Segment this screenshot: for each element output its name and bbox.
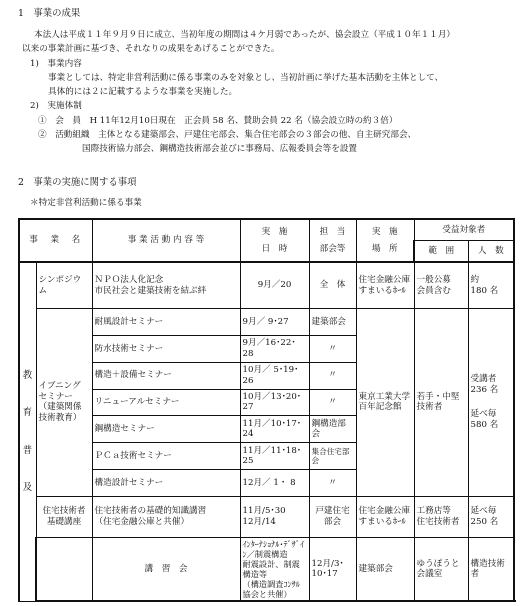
event-name: 住宅技術者 基礎講座 — [36, 496, 92, 537]
event-date: 10月／13･20･27 — [240, 389, 309, 416]
group-label — [19, 262, 36, 601]
event-dept: 〃 — [309, 469, 356, 496]
target-range: 若手・中堅 技術者 — [414, 309, 468, 497]
event-content: 耐風設計セミナー — [92, 309, 240, 336]
subsection-1-line-1: 事業としては、特定非営利活動に係る事業のみを対象とし、当初計画に挙げた基本活動を主体として、 — [48, 73, 444, 83]
group-char: 教 — [22, 370, 33, 382]
subsection-title-1: 1) 事業内容 — [30, 59, 82, 69]
event-place: ゆうぽうと 会議室 — [414, 537, 468, 601]
subsection-1-line-2: 具体的には２に記載するような事業を実施した。 — [48, 87, 238, 97]
event-date: 11月/5･30 12月/14 — [240, 496, 309, 537]
event-dept: 戸建住宅 部会 — [309, 496, 356, 537]
event-date: 12月/3･10･17 — [309, 537, 356, 601]
header-business-name: 事 業 名 — [19, 219, 92, 262]
event-content: ＮＰＯ法人化記念 市民社会と建築技術を結ぶ絆 — [92, 262, 240, 308]
target-count: 受講者 236 名 延べ毎 580 名 — [468, 309, 514, 497]
target-count: 約 180 名 — [468, 262, 514, 308]
event-date: 10月／ 5･19･26 — [240, 362, 309, 389]
header-count: 人 数 — [468, 241, 514, 263]
header-target: 受益対象者 — [414, 219, 514, 241]
table-caption: ＊特定非営利活動に係る事業 — [30, 198, 142, 208]
event-content: リニューアルセミナー — [92, 389, 240, 416]
event-date: 9月／ 9･27 — [240, 309, 309, 336]
header-place: 実 施 場 所 — [356, 219, 414, 262]
target-range: 一般公募 会員含む — [414, 262, 468, 308]
subsection-title-2: 2) 実施体制 — [30, 101, 82, 111]
event-place: 住宅金融公庫 すまいるﾎｰﾙ — [356, 262, 414, 308]
header-range: 範 囲 — [414, 241, 468, 263]
business-table — [18, 218, 515, 602]
header-content: 事 業 活 動 内 容 等 — [92, 219, 240, 262]
event-name: シンポジウム — [36, 262, 92, 308]
event-content: 住宅技術者の基礎的知識講習 （住宅金融公庫と共催） — [92, 496, 240, 537]
event-dept: 全 体 — [309, 262, 356, 308]
target-range: 構造技術者 — [468, 537, 514, 601]
group-label-spacer — [36, 537, 92, 601]
event-dept: 集合住宅部会 — [309, 443, 356, 470]
group-char: 普 — [22, 444, 33, 456]
event-dept: 建築部会 — [356, 537, 414, 601]
table-row — [19, 262, 514, 308]
table-row — [19, 537, 514, 601]
header-dept: 担 当 部会等 — [309, 219, 356, 262]
event-dept: 鋼構造部会 — [309, 416, 356, 443]
intro-line-1: 本法人は平成１１年９月９日に成立、当初年度の期間は４ケ月弱であったが、協会設立（平成１０年１１月） — [34, 30, 456, 40]
event-name: 講 習 会 — [92, 537, 240, 601]
organization-line: ② 活動組織 主体となる建築部会、戸建住宅部会、集合住宅部会の３部会の他、自主研究部会、 — [38, 130, 417, 140]
event-date: 12月／ 1・ 8 — [240, 469, 309, 496]
organization-line-cont: 国際技術協力部会、鋼構造技術部会並びに事務局、広報委員会等を設置 — [82, 144, 358, 154]
table-row — [19, 309, 514, 336]
event-content: 防水技術セミナー — [92, 335, 240, 362]
header-date: 実 施 日 時 — [240, 219, 309, 262]
intro-line-2: 以来の事業計画に基づき、それなりの成果をあげることができた。 — [22, 44, 280, 54]
event-dept: 〃 — [309, 389, 356, 416]
event-date: 9月／16･22･28 — [240, 335, 309, 362]
event-date: 9月／20 — [240, 262, 309, 308]
target-count: 延べ毎 250 名 — [468, 496, 514, 537]
event-content: 構造設計セミナー — [92, 469, 240, 496]
group-char: 育 — [22, 407, 33, 419]
event-content: 構造＋設備セミナー — [92, 362, 240, 389]
event-place: 東京工業大学 百年記念館 — [356, 309, 414, 497]
members-line: ① 会 員 H 11年12月10日現在 正会員 58 名、賛助会員 22 名（協会設立時の約３倍） — [38, 116, 398, 126]
event-content: 鋼構造セミナー — [92, 416, 240, 443]
event-place: 住宅金融公庫 すまいるﾎｰﾙ — [356, 496, 414, 537]
event-dept: 建築部会 — [309, 309, 356, 336]
group-char: 及 — [22, 482, 33, 494]
table-row — [19, 496, 514, 537]
event-content: ＰＣａ技術セミナー — [92, 443, 240, 470]
event-content: ｲﾝﾀｰﾅｼｮﾅﾙ･ﾃﾞｻﾞｲﾝ／制震構造 耐震設計、制震構造等 （構造調査ｺﾝｻﾙ協会と共催） — [240, 537, 309, 601]
event-date: 11月／10･17･24 — [240, 416, 309, 443]
event-dept: 〃 — [309, 362, 356, 389]
event-name: イブニング セミナー （建築関係 技術教育） — [36, 309, 92, 497]
event-date: 11月／11･18･25 — [240, 443, 309, 470]
section-heading-2: 2 事業の実施に関する事項 — [18, 177, 137, 188]
target-range: 工務店等 住宅技術者 — [414, 496, 468, 537]
section-heading-1: 1 事業の成果 — [18, 8, 81, 19]
event-dept: 〃 — [309, 335, 356, 362]
